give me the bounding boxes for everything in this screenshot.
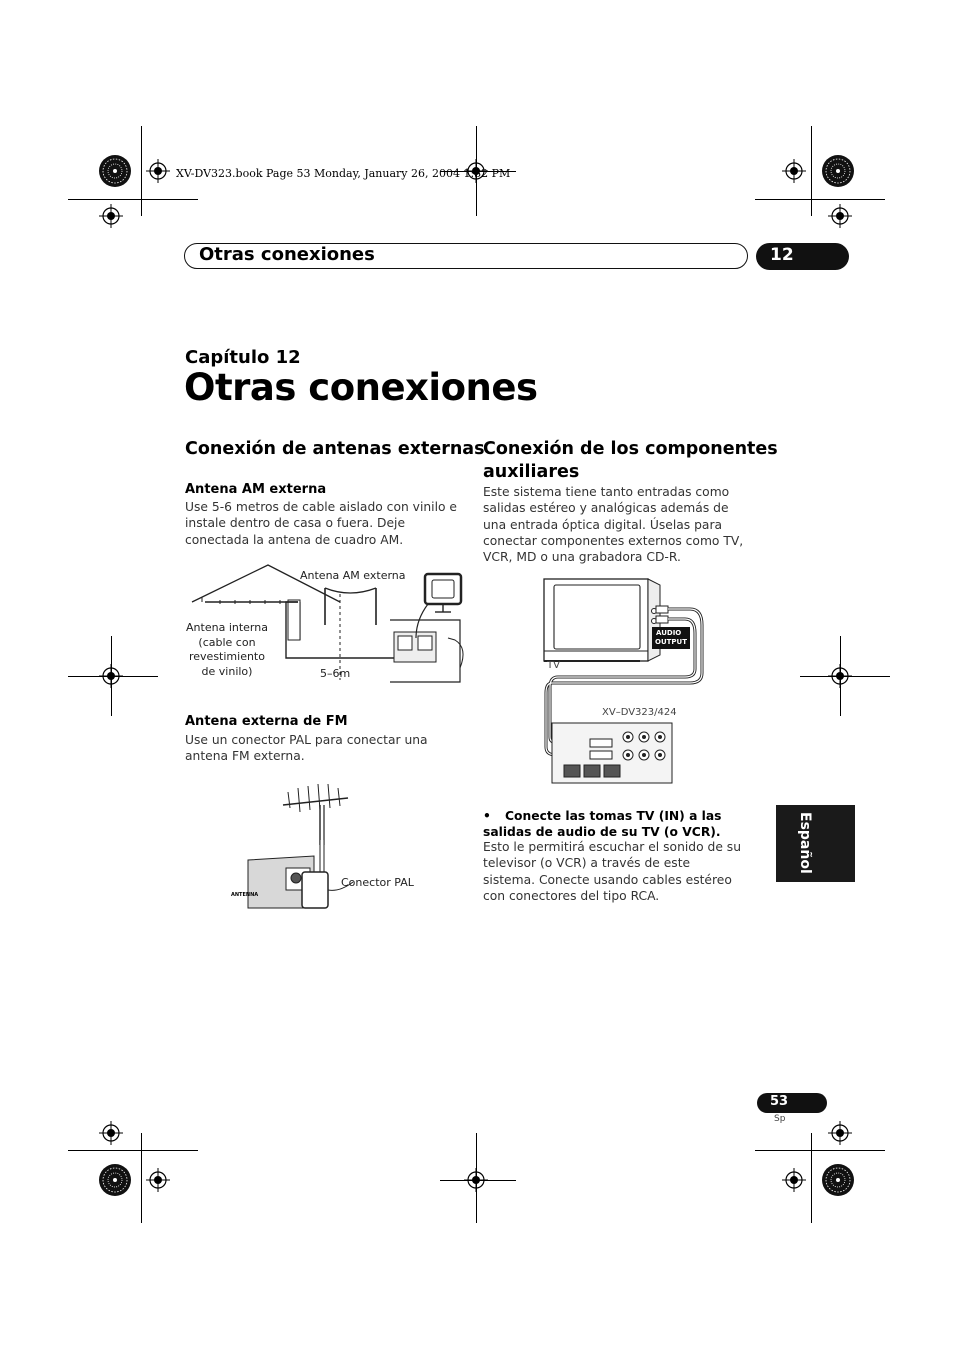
- aux-intro: Este sistema tiene tanto entradas como salidas estéreo y analógicas además de una entrada óptica digital. Úselas para conectar componentes externos como TV, VCR, MD o una grabadora CD-R.: [483, 485, 744, 565]
- label-tv: TV: [547, 660, 560, 671]
- label-internal-antenna: Antena interna (cable con revestimiento de vinilo): [186, 621, 268, 678]
- label-model: XV–DV323/424: [602, 707, 677, 718]
- chapter-label: Capítulo 12: [185, 347, 301, 368]
- section-title-antennas: Conexión de antenas externas: [185, 439, 485, 459]
- page-number: 53: [770, 1094, 789, 1109]
- subsection-title-am: Antena AM externa: [185, 482, 327, 497]
- section-title-aux-line2: auxiliares: [483, 462, 580, 482]
- chapter-number: 12: [770, 245, 794, 265]
- page-title: Otras conexiones: [184, 366, 538, 409]
- fm-description: Use un conector PAL para conectar una antena FM externa.: [185, 733, 428, 764]
- label-length: 5–6m: [320, 667, 351, 680]
- bullet-instruction: • Conecte las tomas TV (IN) a las salidas de audio de su TV (o VCR).: [483, 809, 722, 840]
- language-code: Sp: [774, 1114, 786, 1124]
- page-number-badge: [757, 1093, 827, 1113]
- label-pal-connector: Conector PAL: [341, 876, 414, 889]
- bullet-glyph: •: [483, 809, 491, 823]
- book-info: XV-DV323.book Page 53 Monday, January 26, 2004 1:32 PM: [176, 167, 511, 180]
- label-audio-output-2: OUTPUT: [655, 638, 687, 646]
- am-description: Use 5-6 metros de cable aislado con vinilo e instale dentro de casa o fuera. Deje conectada la antena de cuadro AM.: [185, 500, 457, 547]
- label-antenna-jack: ANTENNA: [231, 892, 259, 898]
- label-audio-output-1: AUDIO: [656, 629, 682, 637]
- section-title-aux-line1: Conexión de los componentes: [483, 439, 778, 459]
- subsection-title-fm: Antena externa de FM: [185, 714, 348, 729]
- label-am-external: Antena AM externa: [300, 569, 406, 582]
- language-tab-label: Español: [797, 812, 813, 874]
- header-title: Otras conexiones: [199, 244, 375, 265]
- tv-connection-diagram: [540, 575, 720, 785]
- bullet-explanation: Esto le permitirá escuchar el sonido de su televisor (o VCR) a través de este sistema. Conecte usando cables estéreo con conectores del tipo RCA.: [483, 840, 741, 903]
